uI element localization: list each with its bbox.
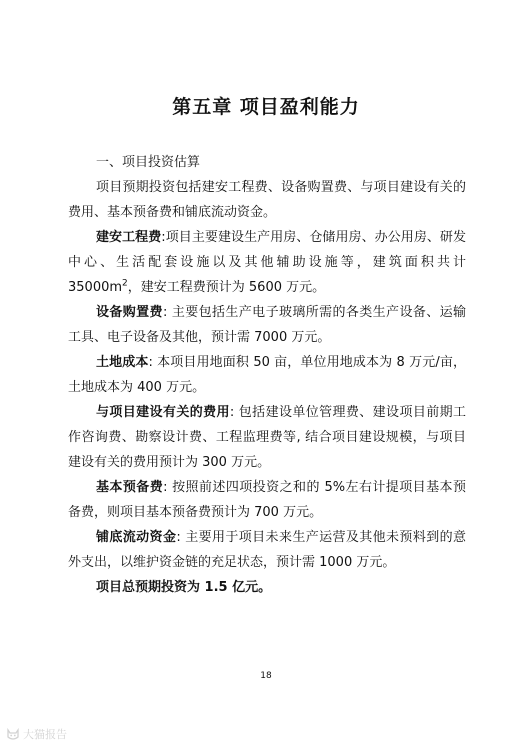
page-number: 18: [260, 671, 272, 681]
construction-related-cost-label: 与项目建设有关的费用: [96, 405, 230, 420]
working-capital-text: : 主要用于项目未来生产运营及其他未预料到的意外支出，以维护资金链的充足状态，预计需 1000 万元。: [68, 530, 466, 570]
watermark-text: 大猫报告: [23, 728, 67, 741]
area-superscript: 2: [122, 278, 128, 289]
working-capital-paragraph: [68, 525, 466, 575]
reserve-fund-text: : 按照前述四项投资之和的 5%左右计提项目基本预备费，则项目基本预备费预计为 700 万元。: [68, 480, 466, 520]
equipment-cost-paragraph: [68, 300, 466, 350]
construction-cost-text-end: ，建安工程费预计为 5600 万元。: [127, 280, 326, 295]
land-cost-label: 土地成本: [96, 355, 149, 370]
construction-related-cost-paragraph: [68, 400, 466, 475]
equipment-cost-text: : 主要包括生产电子玻璃所需的各类生产设备、运输工具、电子设备及其他，预计需 7000 万元。: [68, 305, 466, 345]
page-content: [68, 150, 466, 600]
total-investment-suffix: 亿元。: [227, 580, 272, 595]
construction-related-cost-text: : 包括建设单位管理费、建设项目前期工作咨询费、勘察设计费、工程监理费等, 结合项目建设规模，与项目建设有关的费用预计为 300 万元。: [68, 405, 466, 470]
section-heading: 一、项目投资估算: [96, 155, 201, 170]
reserve-fund-label: 基本预备费: [96, 480, 164, 495]
total-investment-value: 1.5: [204, 580, 228, 595]
intro-paragraph: 项目预期投资包括建安工程费、设备购置费、与项目建设有关的费用、基本预备费和铺底流动资金。: [68, 180, 466, 220]
construction-cost-text: :项目主要建设生产用房、仓储用房、办公用房、研发中心、生活配套设施以及其他辅助设施等，建筑面积共计 35000m: [68, 230, 466, 295]
construction-cost-label: 建安工程费: [96, 230, 162, 245]
chapter-title: 第五章 项目盈利能力: [172, 96, 360, 118]
working-capital-label: 铺底流动资金: [96, 530, 177, 545]
total-investment-prefix: 项目总预期投资为: [96, 580, 205, 595]
watermark: [6, 727, 67, 741]
land-cost-text: : 本项目用地面积 50 亩，单位用地成本为 8 万元/亩，土地成本为 400 万元。: [68, 355, 466, 395]
equipment-cost-label: 设备购置费: [96, 305, 163, 320]
construction-cost-paragraph: [68, 225, 466, 300]
reserve-fund-paragraph: [68, 475, 466, 525]
cat-logo-icon: [6, 727, 20, 741]
land-cost-paragraph: [68, 350, 466, 400]
total-investment: [68, 575, 466, 600]
